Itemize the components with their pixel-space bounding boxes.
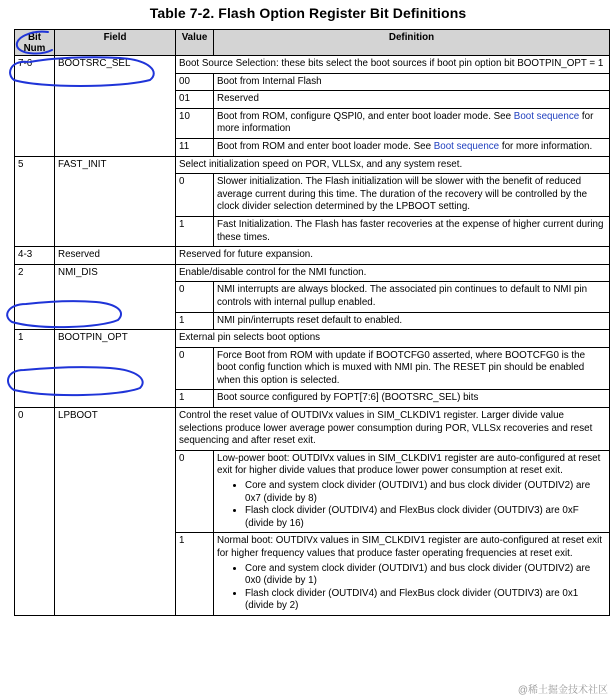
value-definition-cell: NMI interrupts are always blocked. The associated pin continues to default to NMI pin controls with internal pullup enabled.	[214, 282, 610, 312]
value-cell: 01	[176, 91, 214, 109]
watermark: @稀土掘金技术社区	[517, 685, 608, 696]
value-definition-cell: Boot source configured by FOPT[7:6] (BOOTSRC_SEL) bits	[214, 390, 610, 408]
definition-text: Boot from ROM, configure QSPI0, and enter boot loader mode. See	[217, 110, 514, 122]
flash-option-register-table	[14, 29, 610, 616]
value-cell: 1	[176, 390, 214, 408]
table-row	[15, 247, 610, 265]
value-definition-cell: Boot from Internal Flash	[214, 73, 610, 91]
field-cell: BOOTSRC_SEL	[55, 56, 176, 157]
value-definition-cell: NMI pin/interrupts reset default to enabled.	[214, 312, 610, 330]
header-row	[15, 30, 610, 56]
bit-cell: 4-3	[15, 247, 55, 265]
value-definition-cell: Fast Initialization. The Flash has faster recoveries at the expense of higher current during these times.	[214, 216, 610, 246]
definition-text: for more information	[217, 110, 594, 135]
table-row	[15, 330, 610, 348]
value-definition-cell	[214, 533, 610, 616]
field-cell: NMI_DIS	[55, 264, 176, 329]
table-row	[15, 264, 610, 282]
bit-cell: 7-6	[15, 56, 55, 157]
value-definition-cell	[214, 108, 610, 138]
value-cell: 1	[176, 216, 214, 246]
header-bit-num: Bit Num	[15, 30, 55, 56]
bit-cell: 5	[15, 156, 55, 247]
value-cell: 0	[176, 282, 214, 312]
value-cell: 0	[176, 347, 214, 390]
definition-cell: Boot Source Selection: these bits select the boot sources if boot pin option bit BOOTPIN_OPT = 1	[176, 56, 610, 74]
definition-cell: Enable/disable control for the NMI function.	[176, 264, 610, 282]
definition-text: Normal boot: OUTDIVx values in SIM_CLKDIV1 register are auto-configured at reset exit for higher frequency values that produce faster operating frequencies at reset exit.	[217, 535, 602, 559]
bit-cell: 2	[15, 264, 55, 329]
value-cell: 11	[176, 138, 214, 156]
value-cell: 1	[176, 312, 214, 330]
value-cell: 10	[176, 108, 214, 138]
bullet-list	[217, 563, 606, 613]
boot-sequence-link[interactable]: Boot sequence	[433, 140, 500, 152]
value-cell: 00	[176, 73, 214, 91]
boot-sequence-link[interactable]: Boot sequence	[513, 110, 580, 122]
header-definition: Definition	[214, 30, 610, 56]
value-cell: 0	[176, 450, 214, 533]
value-cell: 0	[176, 174, 214, 217]
list-item: • Core and system clock divider (OUTDIV1) and bus clock divider (OUTDIV2) are 0x0 (divide by 1)	[245, 563, 606, 588]
value-definition-cell: Reserved	[214, 91, 610, 109]
list-item: • Core and system clock divider (OUTDIV1) and bus clock divider (OUTDIV2) are 0x7 (divide by 8)	[245, 480, 606, 505]
definition-cell: External pin selects boot options	[176, 330, 610, 348]
field-cell: BOOTPIN_OPT	[55, 330, 176, 408]
definition-cell: Control the reset value of OUTDIVx values in SIM_CLKDIV1 register. Larger divide value selections produce lower average power consumption during POR, VLLSx recoveries and reset sequencing and after reset exit.	[176, 408, 610, 451]
table-row	[15, 156, 610, 174]
field-cell: Reserved	[55, 247, 176, 265]
value-definition-cell	[214, 450, 610, 533]
bullet-list	[217, 480, 606, 530]
definition-cell: Select initialization speed on POR, VLLSx, and any system reset.	[176, 156, 610, 174]
field-cell: FAST_INIT	[55, 156, 176, 247]
definition-cell: Reserved for future expansion.	[176, 247, 610, 265]
value-definition-cell	[214, 138, 610, 156]
table-title: Table 7-2. Flash Option Register Bit Definitions	[149, 5, 467, 21]
table-row	[15, 408, 610, 451]
definition-text: for more information.	[499, 140, 593, 152]
list-item: • Flash clock divider (OUTDIV4) and FlexBus clock divider (OUTDIV3) are 0x1 (divide by 2)	[245, 588, 606, 613]
table-row	[15, 56, 610, 74]
value-definition-cell: Force Boot from ROM with update if BOOTCFG0 asserted, where BOOTCFG0 is the boot config function which is muxed with NMI pin. The RESET pin should be enabled when this option is selected.	[214, 347, 610, 390]
header-field: Field	[55, 30, 176, 56]
field-cell: LPBOOT	[55, 408, 176, 616]
header-value: Value	[176, 30, 214, 56]
definition-text: Low-power boot: OUTDIVx values in SIM_CLKDIV1 register are auto-configured at reset exit for higher divide values that produce lower power consumption at reset exit.	[217, 452, 601, 477]
value-definition-cell: Slower initialization. The Flash initialization will be slower with the benefit of reduced average current during this time. The duration of the recovery will be controlled by the clock divider selection determined by the LPBOOT setting.	[214, 174, 610, 217]
value-cell: 1	[176, 533, 214, 616]
bit-cell: 0	[15, 408, 55, 616]
definition-text: Boot from ROM and enter boot loader mode. See	[217, 140, 434, 152]
bit-cell: 1	[15, 330, 55, 408]
list-item: • Flash clock divider (OUTDIV4) and FlexBus clock divider (OUTDIV3) are 0xF (divide by 16)	[245, 505, 606, 530]
